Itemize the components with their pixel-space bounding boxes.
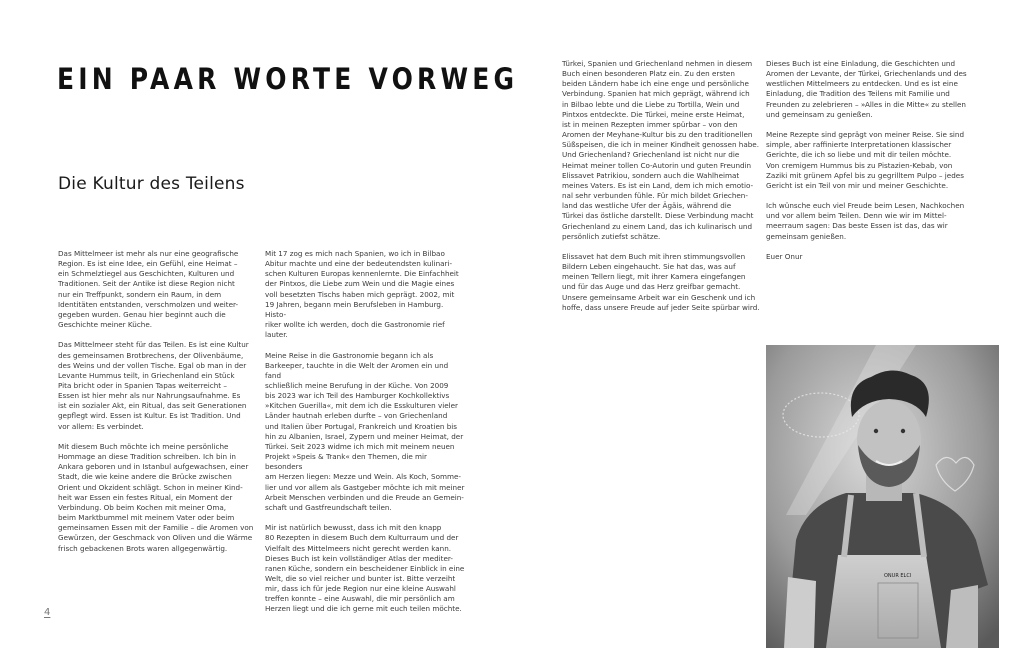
paragraph: Das Mittelmeer ist mehr als nur eine geografische Region. Es ist eine Idee, ein Gefühl, eine Heimat – ein Schmelztiegel aus Geschichten, Kulturen und Traditionen. Seit der Antike ist diese Region nicht nur ein Treffpunkt, sondern ein Raum, in dem Identitäten entstanden, verschmolzen und weiter- gegeben wurden. Genau hier beginnt auch die Geschichte meiner Küche. — [58, 249, 239, 330]
paragraph: Das Mittelmeer steht für das Teilen. Es ist eine Kultur des gemeinsamen Brotbrechens, der Olivenbäume, des Weins und der vollen Tische. Egal ob man in der Levante Hummus teilt, in Griechenland ein Stück Pita bricht oder in Spanien Tapas weiterreicht – Essen ist hier mehr als nur Nahrungsaufnahme. Es ist ein sozialer Akt, ein Ritual, das seit Generationen gepflegt wird. Essen ist Kultur. Es ist Tradition. Und vor allem: Es verbindet. — [58, 340, 249, 431]
text-column-1 — [58, 249, 258, 554]
right-arm — [946, 585, 978, 648]
left-arm — [784, 577, 816, 648]
text-column-4 — [766, 59, 974, 262]
paragraph: Elissavet hat dem Buch mit ihren stimmungsvollen Bildern Leben eingehaucht. Sie hat das, was auf meinen Tellern liegt, mit ihrer Kamera eingefangen und für das Auge und das Herz greifbar gemacht. Unsere gemeinsame Arbeit war ein Geschenk und ich hoffe, dass unsere Freude auf jeder Seite spürbar wird. — [562, 251, 760, 312]
text-column-3 — [562, 59, 762, 313]
paragraph: Mit diesem Buch möchte ich meine persönliche Hommage an diese Tradition schreiben. Ich bin in Ankara geboren und in Istanbul aufgewachsen, einer Stadt, die wie keine andere die Brücke zwischen Orient und Okzident schlägt. Schon in meiner Kind- heit war Essen ein festes Ritual, ein Moment der Verbindung. Ob beim Kochen mit meiner Oma, beim Marktbummel mit meinem Vater oder beim gemeinsamen Essen mit der Familie – die Aromen von Gewürzen, der Geschmack von Oliven und die Wärme frisch gebackenen Brots waren allgegenwärtig. — [58, 441, 254, 553]
portrait-illustration — [766, 345, 999, 648]
paragraph: Mit 17 zog es mich nach Spanien, wo ich in Bilbao Abitur machte und eine der bedeutendsten kulinari- schen Kulturen Europas kennenlernte. Die Einfachheit der Pintxos, die Liebe zum Wein und die Magie eines voll besetzten Tischs haben mich geprägt. 2002, mit 19 Jahren, begann mein Berufsleben in Hamburg. Histo- riker wollte ich werden, doch die Gastronomie rief lauter. — [265, 249, 459, 340]
paragraph: Mir ist natürlich bewusst, dass ich mit den knapp 80 Rezepten in diesem Buch dem Kulturraum und der Vielfalt des Mittelmeers nicht gerecht werden kann. Dieses Buch ist kein vollständiger Atlas der mediter- ranen Küche, sondern ein bescheidener Einblick in eine Welt, die so viel reicher und bunter ist. Bitte verzeiht mir, dass ich für jede Region nur eine kleine Auswahl treffen konnte – eine Auswahl, die mir persönlich am Herzen liegt und die ich gerne mit euch teilen möchte. — [265, 523, 465, 614]
paragraph: Dieses Buch ist eine Einladung, die Geschichten und Aromen der Levante, der Türkei, Griechenlands und des westlichen Mittelmeers zu entdecken. Und es ist eine Einladung, die Tradition des Teilens mit Familie und Freunden zu zelebrieren – »Alles in die Mitte« zu stellen und gemeinsam zu genießen. — [766, 59, 967, 119]
signature: Euer Onur — [766, 251, 803, 261]
page-number: 4 — [44, 607, 51, 618]
author-portrait-photo — [766, 345, 999, 648]
paragraph: Türkei, Spanien und Griechenland nehmen in diesem Buch einen besonderen Platz ein. Zu den ersten beiden Ländern habe ich eine enge und persönliche Verbindung. Spanien hat mich geprägt, während ich in Bilbao lebte und die Liebe zu Tortilla, Wein und Pintxos entdeckte. Die Türkei, meine erste Heimat, ist in meinen Rezepten immer spürbar – von den Aromen der Meyhane-Kultur bis zu den traditionellen Süßspeisen, die ich in meiner Kindheit genossen habe. Und Griechenland? Griechenland ist nicht nur die Heimat meiner tollen Co-Autorin und guten Freundin Elissavet Patrikiou, sondern auch die Wahlheimat meines Vaters. Es ist ein Land, dem ich mich emotio- nal sehr verbunden fühle. Für mich bildet Griechen- land das westliche Ufer der Ägäis, während die Türkei das östliche darstellt. Diese Verbindung macht Griechenland zu einem Land, das ich kulinarisch und persönlich zutiefst schätze. — [562, 59, 760, 241]
eye-left — [874, 429, 878, 433]
paragraph: Meine Rezepte sind geprägt von meiner Reise. Sie sind simple, aber raffinierte Interpretationen klassischer Gerichte, die ich so liebe und mit dir teilen möchte. Von cremigem Hummus bis zu Pistazien-Kebab, von Zaziki mit grünem Apfel bis zu gegrilltem Pulpo – jedes Gericht ist ein Teil von mir und meiner Geschichte. — [766, 130, 965, 190]
apron — [826, 555, 941, 648]
text-column-2 — [265, 249, 465, 615]
eye-right — [901, 429, 905, 433]
spread-title: EIN PAAR WORTE VORWEG — [57, 62, 519, 97]
paragraph: Ich wünsche euch viel Freude beim Lesen, Nachkochen und vor allem beim Teilen. Denn wie wir im Mittel- meerraum sagen: Das beste Essen ist das, das wir gemeinsam genießen. — [766, 201, 965, 241]
section-title: Die Kultur des Teilens — [58, 174, 245, 194]
paragraph: Meine Reise in die Gastronomie begann ich als Barkeeper, tauchte in die Welt der Aromen ein und fand schließlich meine Berufung in der Küche. Von 2009 bis 2023 war ich Teil des Hamburger Kochkollektivs »Kitchen Guerilla«, mit dem ich die Esskulturen vieler Länder hautnah erleben durfte – von Griechenland und Italien über Portugal, Frankreich und Kroatien bis hin zu Albanien, Israel, Zypern und meiner Heimat, der Türkei. Seit 2023 widme ich mich mit meinem neuen Projekt »Speis & Trank« den Themen, die mir besonders am Herzen liegen: Mezze und Wein. Als Koch, Somme- lier und vor allem als Gastgeber möchte ich mit meiner Arbeit Menschen verbinden und die Freude an Gemein- schaft und Gastfreundschaft teilen. — [265, 350, 465, 512]
apron-text: ONUR ELCI — [884, 573, 912, 579]
